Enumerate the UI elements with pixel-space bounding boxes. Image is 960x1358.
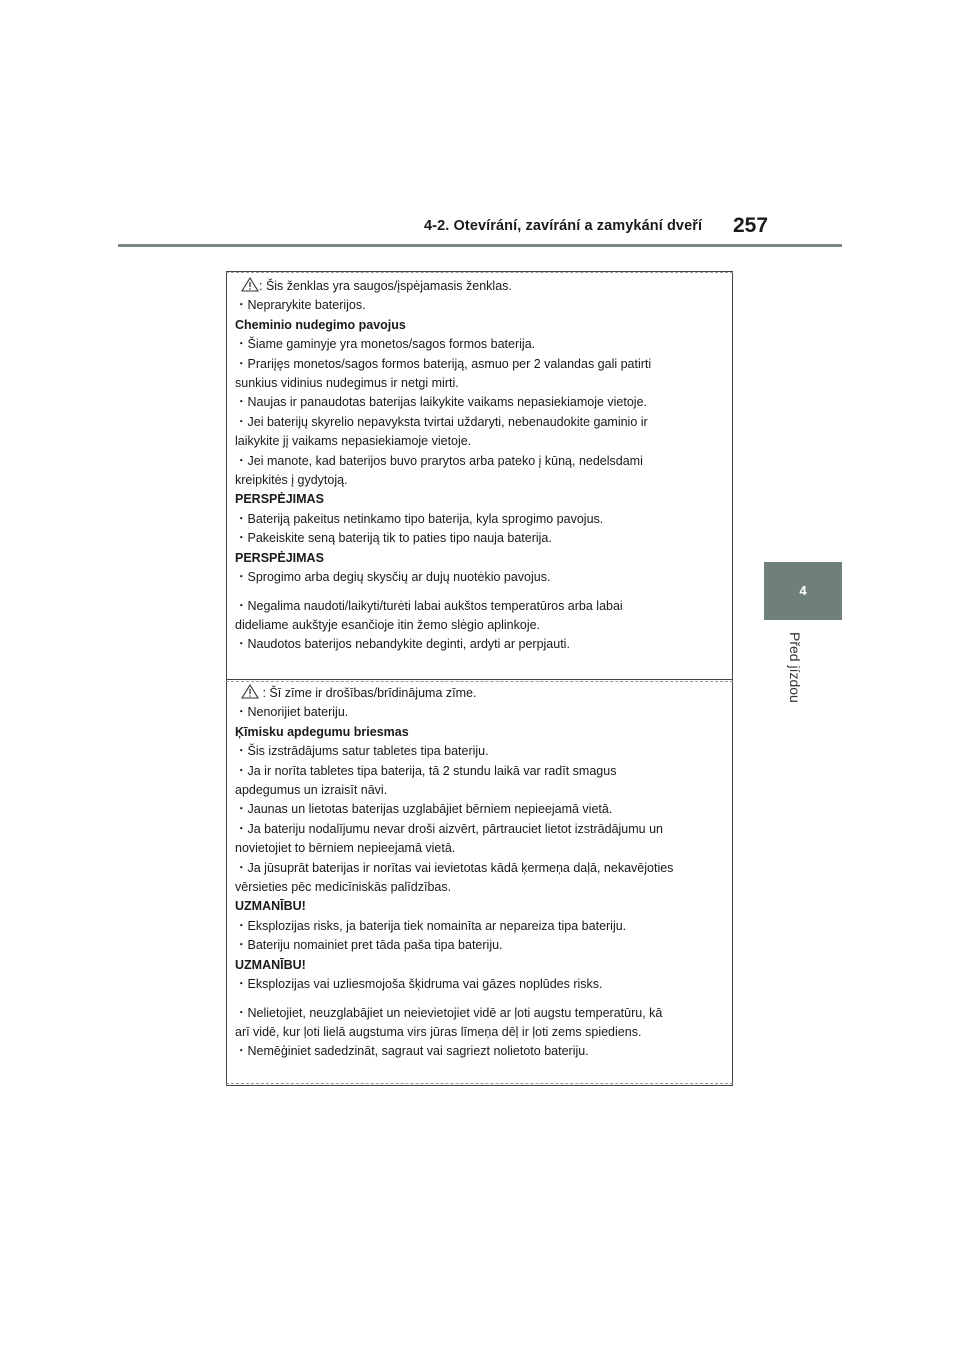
line-text: UZMANĪBU! — [235, 899, 306, 914]
text-line — [235, 335, 725, 354]
text-line — [235, 510, 725, 529]
text-line — [235, 859, 725, 878]
paragraph-gap — [235, 588, 725, 597]
line-text: ・Ja ir norīta tabletes tipa baterija, tā 2 stundu laikā var radīt smagus — [235, 763, 617, 778]
section-heading — [235, 897, 725, 916]
line-text: laikykite jį vaikams nepasiekiamoje vietoje. — [235, 434, 472, 449]
line-text: ・Naujas ir panaudotas baterijas laikykite vaikams nepasiekiamoje vietoje. — [235, 395, 648, 410]
text-line — [235, 1023, 725, 1042]
text-line — [235, 597, 725, 616]
line-text: kreipkitės į gydytoją. — [235, 473, 348, 488]
text-line — [235, 393, 725, 412]
text-line — [235, 975, 725, 994]
line-text: ・Eksplozijas vai uzliesmojoša šķidruma vai gāzes noplūdes risks. — [235, 977, 603, 992]
line-text: UZMANĪBU! — [235, 957, 306, 972]
section-heading — [235, 316, 725, 335]
line-text: ・Prariįęs monetos/sagos formos bateriją, asmuo per 2 valandas gali patirti — [235, 356, 652, 371]
line-text: : Šī zīme ir drošības/brīdinājuma zīme. — [259, 686, 477, 700]
line-text: ・Šiame gaminyje yra monetos/sagos formos baterija. — [235, 337, 536, 352]
text-line — [235, 635, 725, 654]
chapter-title: 4-2. Otevírání, zavírání a zamykání dveří — [424, 218, 703, 234]
line-text: arī vidē, kur ļoti lielā augstuma virs jūras līmeņa dēļ ir ļoti zems spiediens. — [235, 1024, 642, 1039]
line-text: vērsieties pēc medicīniskās palīdzības. — [235, 880, 452, 895]
line-text: dideliame aukštyje esančioje itin žemo slėgio aplinkoje. — [235, 617, 541, 632]
warning-triangle-icon — [241, 684, 259, 699]
chapter-tab: 4 — [764, 562, 842, 620]
line-text: ・Ja bateriju nodalījumu nevar droši aizvērt, pārtrauciet lietot izstrādājumu un — [235, 821, 663, 836]
text-line — [235, 616, 725, 635]
warning-section-latvian — [235, 684, 725, 1062]
line-text: ・Jaunas un lietotas baterijas uzglabājiet bērniem nepieejamā vietā. — [235, 802, 613, 817]
text-line — [235, 839, 725, 858]
section-divider — [226, 679, 733, 680]
line-text: Cheminio nudegimo pavojus — [235, 317, 406, 332]
text-line — [235, 742, 725, 761]
line-text: ・Neprarykite baterijos. — [235, 298, 366, 313]
line-text: ・Nemēģiniet sadedzināt, sagraut vai sagriezt nolietoto bateriju. — [235, 1044, 589, 1059]
text-line — [235, 529, 725, 548]
text-line — [235, 917, 725, 936]
line-text: ・Negalima naudoti/laikyti/turėti labai aukštos temperatūros arba labai — [235, 598, 623, 613]
text-line — [235, 452, 725, 471]
line-text: : Šis ženklas yra saugos/įspėjamasis ženklas. — [259, 279, 512, 293]
warning-triangle-icon — [241, 277, 259, 292]
line-text: PERSPĖJIMAS — [235, 550, 324, 565]
text-line — [235, 781, 725, 800]
warning-section-lithuanian — [235, 277, 725, 655]
text-line — [235, 1042, 725, 1061]
text-line — [235, 296, 725, 315]
line-text: ・Bateriją pakeitus netinkamo tipo baterija, kyla sprogimo pavojus. — [235, 511, 604, 526]
box-bottom-dashed-rule — [226, 1083, 733, 1084]
line-text: ・Naudotos baterijos nebandykite deginti, ardyti ar perpjauti. — [235, 637, 570, 652]
line-text: ・Nenorijiet bateriju. — [235, 705, 349, 720]
line-text: novietojiet to bērniem nepieejamā vietā. — [235, 841, 456, 856]
line-text: PERSPĖJIMAS — [235, 492, 324, 507]
text-line — [235, 413, 725, 432]
box-top-dashed-rule — [226, 272, 733, 273]
paragraph-gap — [235, 995, 725, 1004]
section-heading — [235, 549, 725, 568]
line-text: sunkius vidinius nudegimus ir netgi mirti. — [235, 376, 459, 391]
section-heading — [235, 723, 725, 742]
text-line — [235, 878, 725, 897]
text-line — [235, 471, 725, 490]
line-text: ・Pakeiskite seną bateriją tik to paties tipo nauja baterija. — [235, 531, 552, 546]
text-line — [235, 820, 725, 839]
section-heading — [235, 956, 725, 975]
page-number: 257 — [733, 214, 769, 237]
line-text: ・Jei baterijų skyrelio nepavyksta tvirtai uždaryti, nebenaudokite gaminio ir — [235, 414, 648, 429]
line-text: Ķīmisku apdegumu briesmas — [235, 724, 409, 739]
text-line — [235, 1004, 725, 1023]
text-line — [235, 800, 725, 819]
line-text: ・Sprogimo arba degių skysčių ar dujų nuotėkio pavojus. — [235, 570, 551, 585]
text-line — [235, 703, 725, 722]
text-line — [235, 432, 725, 451]
symbol-definition — [235, 684, 725, 703]
chapter-tab-label: Před jízdou — [787, 632, 803, 703]
text-line — [235, 568, 725, 587]
symbol-definition — [235, 277, 725, 296]
line-text: ・Bateriju nomainiet pret tāda paša tipa bateriju. — [235, 938, 503, 953]
text-line — [235, 355, 725, 374]
line-text: apdegumus un izraisīt nāvi. — [235, 783, 388, 798]
text-line — [235, 762, 725, 781]
section-heading — [235, 490, 725, 509]
section-divider-dashed — [226, 681, 733, 682]
text-line — [235, 936, 725, 955]
line-text: ・Jei manote, kad baterijos buvo prarytos arba pateko į kūną, nedelsdami — [235, 453, 643, 468]
line-text: ・Ja jūsuprāt baterijas ir norītas vai ievietotas kādā ķermeņa daļā, nekavējoties — [235, 860, 674, 875]
text-line — [235, 374, 725, 393]
header-rule — [118, 244, 842, 247]
line-text: ・Eksplozijas risks, ja baterija tiek nomainīta ar nepareiza tipa bateriju. — [235, 918, 627, 933]
line-text: ・Šis izstrādājums satur tabletes tipa bateriju. — [235, 744, 489, 759]
line-text: ・Nelietojiet, neuzglabājiet un neievietojiet vidē ar ļoti augstu temperatūru, kā — [235, 1005, 663, 1020]
